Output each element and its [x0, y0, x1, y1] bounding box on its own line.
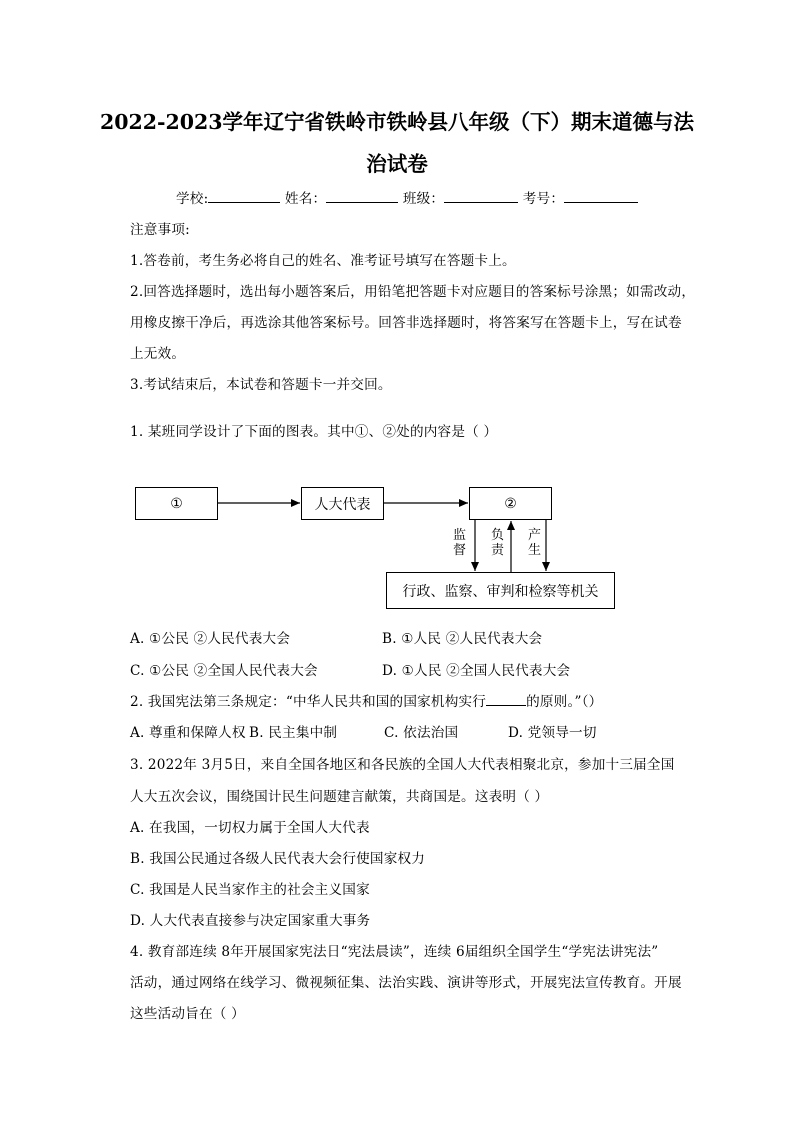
diagram-box-4: 行政、监察、审判和检察等机关 — [386, 572, 615, 609]
q1-option-d[interactable]: D. ①人民 ②全国人民代表大会 — [382, 663, 571, 679]
notice-heading: 注意事项: — [130, 222, 190, 238]
q2-stem-after: 的原则。”（） — [526, 694, 603, 710]
q3-option-d[interactable]: D. 人大代表直接参与决定国家重大事务 — [130, 913, 371, 929]
q2-option-a[interactable]: A. 尊重和保障人权 — [130, 725, 246, 741]
notice-item-3: 3.考试结束后，本试卷和答题卡一并交回。 — [130, 377, 392, 393]
page-title-line2: 治试卷 — [366, 152, 428, 176]
notice-item-2b: 用橡皮擦干净后，再选涂其他答案标号。回答非选择题时，将答案写在答题卡上，写在试卷 — [130, 315, 682, 331]
q2-option-d[interactable]: D. 党领导一切 — [508, 725, 597, 741]
q2-stem-before: 2. 我国宪法第三条规定：“中华人民共和国的国家机构实行 — [130, 694, 487, 710]
exam-no-label: 考号： — [522, 191, 565, 207]
q4-stem-a: 4. 教育部连续 8年开展国家宪法日“宪法晨读”，连续 6届组织全国学生“学宪法讲宪法” — [130, 944, 659, 960]
name-label: 姓名： — [284, 191, 327, 207]
q3-option-b[interactable]: B. 我国公民通过各级人民代表大会行使国家权力 — [130, 851, 426, 867]
school-label: 学校: — [176, 191, 209, 207]
q4-stem-b: 活动，通过网络在线学习、微视频征集、法治实践、演讲等形式，开展宪法宣传教育。开展 — [130, 975, 682, 991]
q1-stem: 1. 某班同学设计了下面的图表。其中①、②处的内容是（ ） — [130, 424, 498, 440]
diagram-box-1: ① — [135, 487, 218, 520]
notice-item-2a: 2.回答选择题时，选出每小题答案后，用铅笔把答题卡对应题目的答案标号涂黑；如需改动， — [130, 284, 696, 300]
label-produce: 产生 — [527, 528, 541, 558]
q2-option-b[interactable]: B. 民主集中制 — [249, 725, 338, 741]
q2-option-c[interactable]: C. 依法治国 — [384, 725, 459, 741]
q3-option-a[interactable]: A. 在我国，一切权力属于全国人大代表 — [130, 820, 370, 836]
q2-stem — [130, 690, 602, 710]
q3-stem-b: 人大五次会议，围绕国计民生问题建言献策，共商国是。这表明（ ） — [130, 789, 549, 805]
q3-option-c[interactable]: C. 我国是人民当家作主的社会主义国家 — [130, 882, 370, 898]
label-responsible: 负责 — [490, 528, 504, 558]
q1-option-b[interactable]: B. ①人民 ②人民代表大会 — [382, 631, 543, 647]
q2-blank — [486, 691, 526, 706]
q3-stem-a: 3. 2022年 3月5日，来自全国各地区和各民族的全国人大代表相聚北京，参加十三届全国 — [130, 757, 675, 773]
page-title-line1: 2022-2023学年辽宁省铁岭市铁岭县八年级（下）期末道德与法 — [99, 110, 695, 134]
notice-item-1: 1.答卷前，考生务必将自己的姓名、准考证号填写在答题卡上。 — [130, 253, 516, 269]
q4-stem-c: 这些活动旨在（ ） — [130, 1006, 245, 1022]
diagram-box-3: ② — [469, 487, 552, 520]
q1-option-c[interactable]: C. ①公民 ②全国人民代表大会 — [130, 663, 318, 679]
notice-item-2c: 上无效。 — [130, 346, 186, 362]
class-label: 班级： — [402, 191, 445, 207]
diagram-box-2: 人大代表 — [301, 487, 384, 520]
q1-option-a[interactable]: A. ①公民 ②人民代表大会 — [130, 631, 291, 647]
label-supervise: 监督 — [452, 528, 466, 558]
